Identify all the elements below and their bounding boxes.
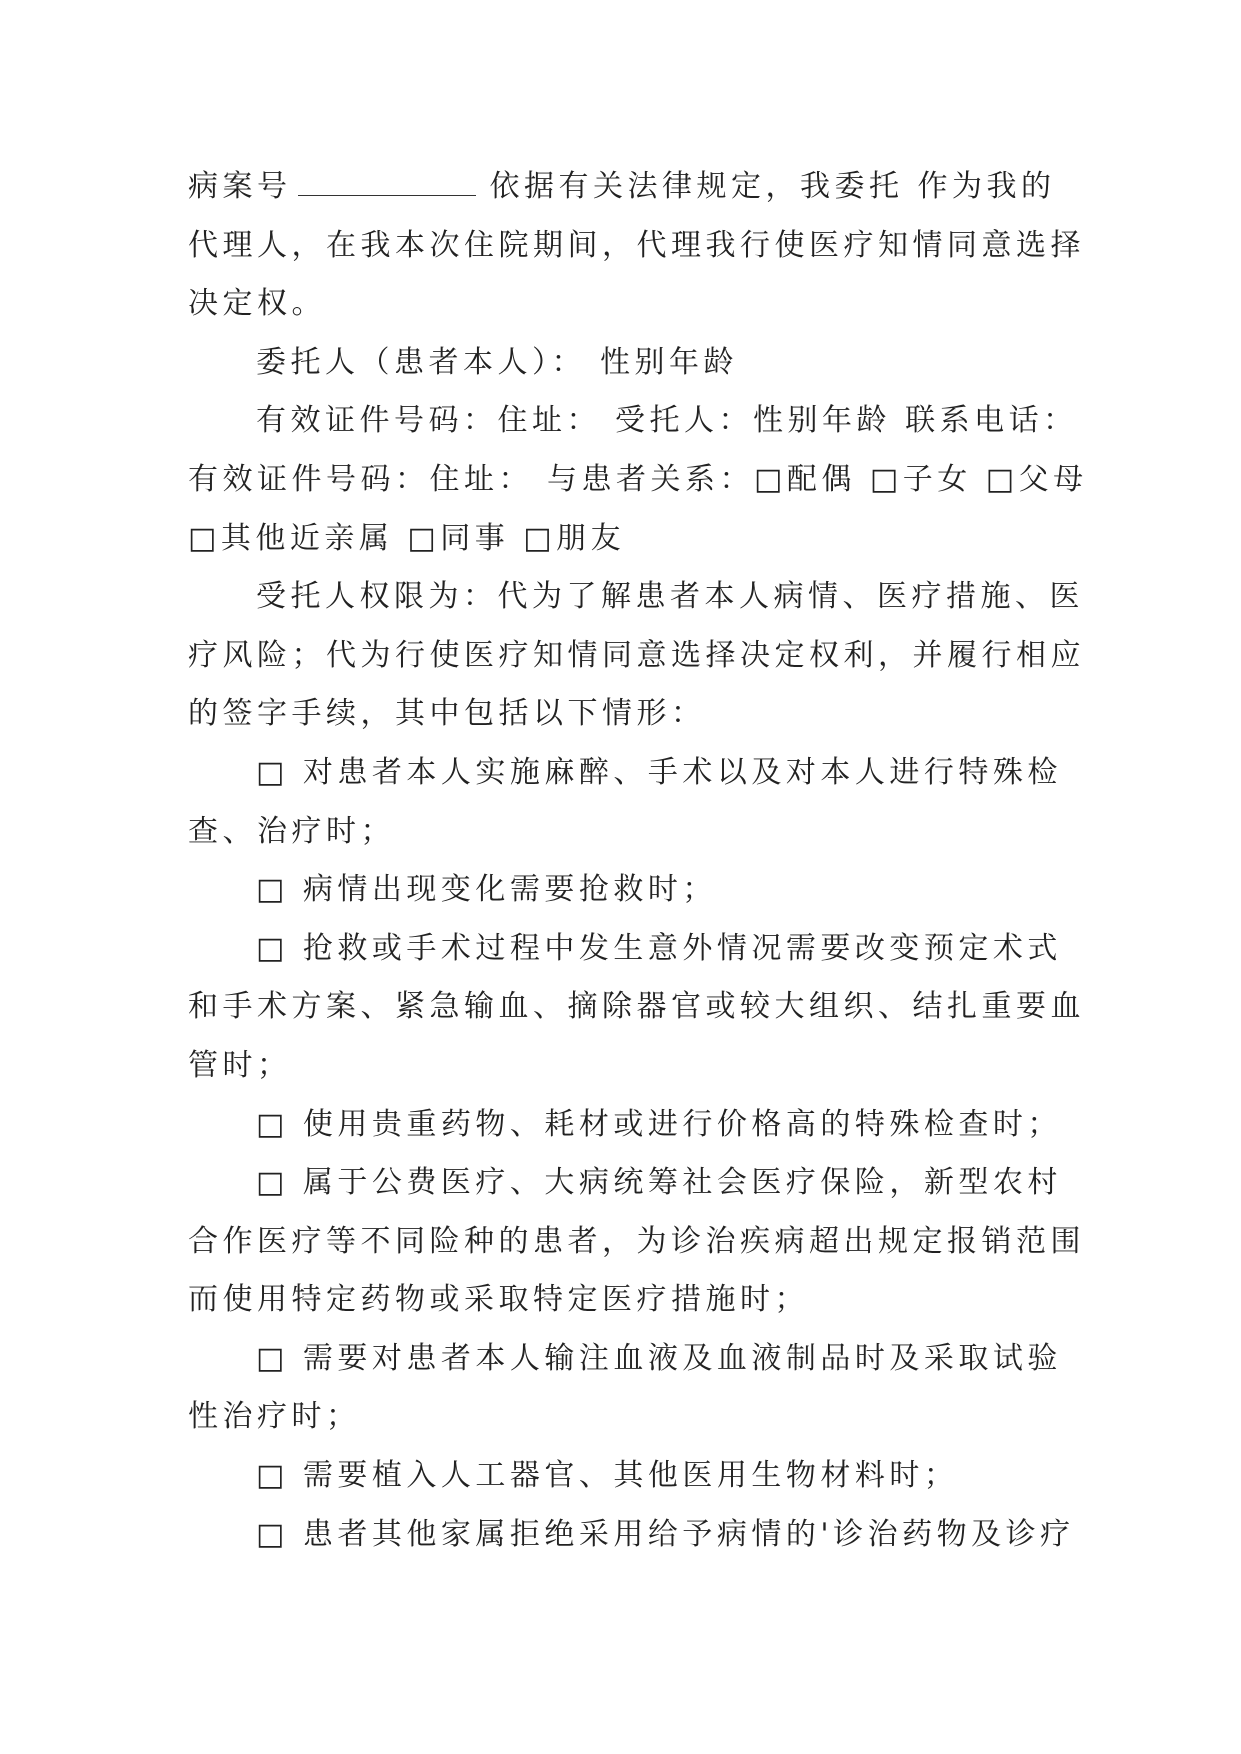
text-line: 有效证件号码：住址： 受托人：性别年龄 联系电话：: [256, 403, 1078, 439]
text-line: □ 对患者本人实施麻醉、手术以及对本人进行特殊检: [256, 754, 1062, 790]
text-line: □ 属于公费医疗、大病统筹社会医疗保险，新型农村: [256, 1165, 1062, 1201]
text-line: □ 病情出现变化需要抢救时；: [256, 872, 717, 908]
paragraph-case-anesthesia: [188, 744, 1062, 861]
text-line: 委托人（患者本人）： 性别年龄: [256, 344, 739, 380]
text-line: 而使用特定药物或采取特定医疗措施时；: [188, 1282, 809, 1318]
text-line: 疗风险；代为行使医疗知情同意选择决定权利，并履行相应: [188, 637, 1085, 673]
paragraph-case-rescue: [188, 861, 1054, 920]
paragraph-case-implant: [188, 1447, 1054, 1506]
paragraph-delegation: [188, 158, 1085, 334]
text-line: 代理人，在我本次住院期间，代理我行使医疗知情同意选择: [188, 227, 1085, 263]
text-line: □其他近亲属 □同事 □朋友: [188, 520, 626, 556]
text-line: □ 需要对患者本人输注血液及血液制品时及采取试验: [256, 1340, 1062, 1376]
paragraph-case-insurance: [188, 1154, 1085, 1330]
paragraph-case-transfusion: [188, 1330, 1062, 1447]
text-line: □ 需要植入人工器官、其他医用生物材料时；: [256, 1458, 959, 1494]
text-line: 合作医疗等不同险种的患者，为诊治疾病超出规定报销范围: [188, 1223, 1085, 1259]
text-line: 管时；: [188, 1047, 292, 1083]
text-line: □ 使用贵重药物、耗材或进行价格高的特殊检查时；: [256, 1106, 1062, 1142]
text-line: 决定权。: [188, 286, 326, 322]
paragraph-case-surgery-change: [188, 920, 1085, 1096]
document-page: [188, 158, 1088, 1564]
text-line: □ 抢救或手术过程中发生意外情况需要改变预定术式: [256, 930, 1062, 966]
case-number-blank: [298, 167, 476, 196]
paragraph-principal: [188, 334, 1054, 393]
text-line: 有效证件号码：住址： 与患者关系：□配偶 □子女 □父母: [188, 461, 1088, 497]
text-span: 依据有关法律规定，我委托 作为我的: [489, 169, 1056, 204]
paragraph-case-expensive: [188, 1096, 1062, 1155]
paragraph-case-family-refusal: [188, 1506, 1075, 1565]
text-line: □ 患者其他家属拒绝采用给予病情的'诊治药物及诊疗: [256, 1516, 1075, 1552]
text-line: 性治疗时；: [188, 1399, 361, 1435]
paragraph-authority: [188, 568, 1085, 744]
text-line: 的签字手续，其中包括以下情形：: [188, 696, 706, 732]
case-number-label: 病案号: [188, 169, 292, 204]
text-line: [188, 158, 1054, 217]
text-line: 受托人权限为：代为了解患者本人病情、医疗措施、医: [256, 579, 1084, 615]
text-line: 查、治疗时；: [188, 813, 395, 849]
paragraph-identity: [188, 392, 1088, 568]
text-line: 和手术方案、紧急输血、摘除器官或较大组织、结扎重要血: [188, 989, 1085, 1025]
